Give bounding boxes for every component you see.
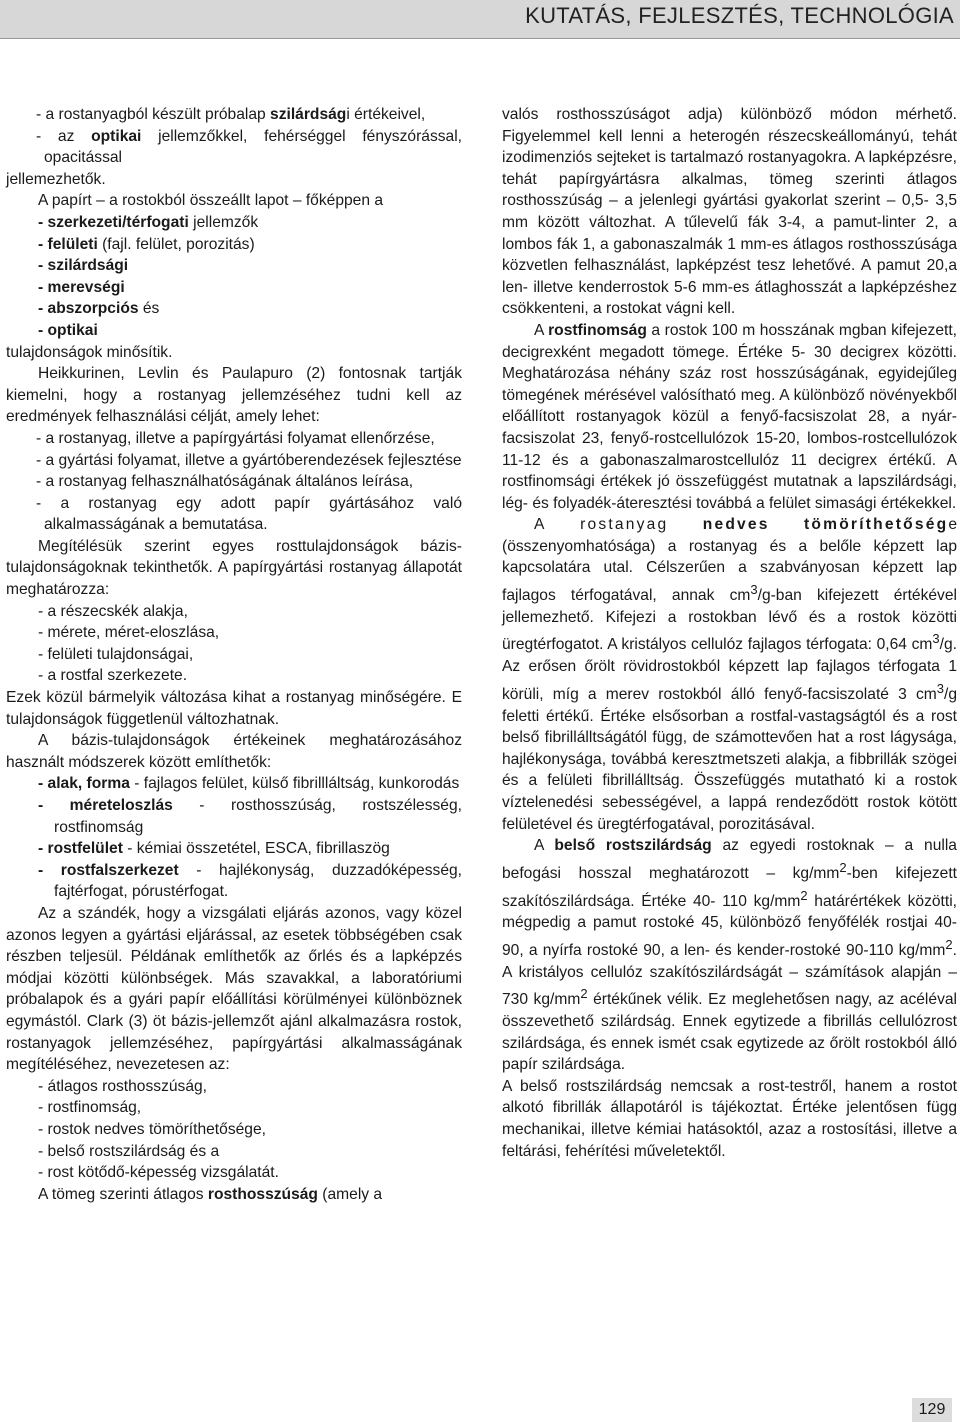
list-item: - szerkezeti/térfogati jellemzők — [38, 213, 259, 231]
left-column — [6, 104, 462, 1205]
list-item: - optikai — [38, 321, 98, 339]
list-item: - belső rostszilárdság és a — [38, 1142, 220, 1160]
list-item: - alak, forma - fajlagos felület, külső fibrillláltság, kunkorodás — [38, 775, 460, 793]
list-item: - a rostfal szerkezete. — [38, 667, 188, 685]
list-item: - a rostanyag felhasználhatóságának általános leírása, — [36, 473, 414, 491]
list-item: - rostok nedves tömöríthetősége, — [38, 1120, 266, 1138]
list-item: - az optikai jellemzőkkel, fehérséggel fényszórással, opacitással — [36, 127, 463, 167]
paragraph: A bázis-tulajdonságok értékeinek meghatározásához használt módszerek között említhetők: — [6, 732, 462, 771]
list-item: - rostfelület - kémiai összetétel, ESCA, fibrillaszög — [38, 840, 390, 858]
paragraph: A belső rostszilárdság az egyedi rostoknak – a nulla befogási hosszal meghatározott – $kg/mm^2$-ben kifejezett szakítószilárdsága. Értéke 40- 110 $kg/mm^2$ határértékek közötti, mégpedig a pamut rostoké 45, különböző fenyőfélék rostjai 40-90, a nyírfa rostoké 90, a len- és kender-rostoké 90-110 $kg/mm^2$. A kristályos cellulóz szakítószilárdságát – számítások alapján – 730 $kg/mm^2$ értékűnek vélik. Ez meglehetősen nagy, az acéléval összevethető szilárdság. Ennek egytizede a fibrillás cellulózrost szilárdsága, és ennek ismét csak egytizede az őrölt rostokból álló papír szilárdsága. — [502, 837, 958, 1074]
paragraph: tulajdonságok minősítik. — [6, 343, 173, 361]
page-number: 129 — [912, 1398, 952, 1422]
section-title: KUTATÁS, FEJLESZTÉS, TECHNOLÓGIA — [525, 3, 954, 28]
paragraph: Az a szándék, hogy a vizsgálati eljárás azonos, vagy közel azonos legyen a gyártási eljárással, az esetek többségében csak részben teljesül. Példának említhetők az őrlés és a lapképzés módjai közötti különbségek. Más szavakkal, a laboratóriumi próbalapok és a gyári papír előállítási körülményei különböznek egymástól. Clark (3) öt bázis-jellemzőt ajánl alkalmazásra rostok, rostanyagok jellemzéséhez, papírgyártási alkalmasságának megítéléséhez, nevezetesen az: — [6, 904, 462, 1074]
paragraph: A tömeg szerinti átlagos rosthosszúság (amely a — [38, 1185, 383, 1203]
list-item: - rostfalszerkezet - hajlékonyság, duzzadóképesség, fajtérfogat, pórustérfogat. — [38, 861, 462, 901]
list-item: - felületi (fajl. felület, porozitás) — [38, 235, 255, 253]
paragraph: A rostfinomság a rostok 100 m hosszának mgban kifejezett, decigrexként megadott tömege. Értéke 5- 30 decigrex közötti. Meghatározása néhány száz rost hosszúságának, egyidejűleg tömegének mérésével valósítható meg. A különböző növényekből előállított rostanyagok közül a fenyő-facsiszolat 28, a nyár-facsiszolat 23, fenyő-rostcellulózok 15-20, lombos-rostcellulózok 11-12 és a gabonaszalmarostcellulóz 11 decigrex értékű. A rostfinomsági értékek jó összefüggést mutatnak a lapszilárdsági, lég- és folyadék-áteresztési továbbá a felület simasági értékekkel. — [502, 321, 957, 512]
list-item: - átlagos rosthosszúság, — [38, 1077, 208, 1095]
list-item: - rost kötődő-képesség vizsgálatát. — [38, 1164, 279, 1182]
list-item: - felületi tulajdonságai, — [38, 645, 194, 663]
paragraph: jellemezhetők. — [6, 170, 106, 188]
list-item: - a rostanyagból készült próbalap szilárdsági értékeivel, — [36, 106, 426, 123]
paragraph: Megítélésük szerint egyes rosttulajdonságok bázis-tulajdonságoknak tekinthetők. A papírgyártási rostanyag állapotát meghatározza: — [6, 537, 462, 599]
page-header — [0, 0, 960, 39]
list-item: - szilárdsági — [38, 257, 129, 275]
paragraph: A belső rostszilárdság nemcsak a rost-testről, hanem a rostot alkotó fibrillák állapotáról is tájékoztat. Értéke jelentősen függ mechanikai, illetve kémiai hatásoktól, azaz a rostosítási, illetve a feltárási, fehérítési műveletektől. — [502, 1077, 957, 1160]
list-item: - a rostanyag, illetve a papírgyártási folyamat ellenőrzése, — [36, 429, 435, 447]
list-item: - mérete, méret-eloszlása, — [38, 624, 220, 642]
paragraph: Ezek közül bármelyik változása kihat a rostanyag minőségére. E tulajdonságok függetlenül változhatnak. — [6, 689, 462, 728]
list-item: - méreteloszlás - rosthosszúság, rostszélesség, rostfinomság — [38, 797, 462, 836]
paragraph: A papírt – a rostokból összeállt lapot – főképpen a — [38, 192, 384, 210]
paragraph: Heikkurinen, Levlin és Paulapuro (2) fontosnak tartják kiemelni, hogy a rostanyag jellemzéséhez tudni kell az eredmények felhasználási célját, amely lehet: — [6, 365, 462, 426]
right-column — [502, 104, 957, 1162]
list-item: - rostfinomság, — [38, 1099, 142, 1117]
list-item: - a rostanyag egy adott papír gyártásához való alkalmasságának a bemutatása. — [36, 494, 462, 534]
list-item: - a gyártási folyamat, illetve a gyártóberendezések fejlesztése — [36, 451, 462, 469]
paragraph: valós rosthosszúságot adja) különböző módon mérhető. Figyelemmel kell lenni a heterogén részecskeállományú, tehát izodimenziós sejteket is tartalmazó rostanyagokra. A lapképzésre, tehát papírgyártásra alkalmas, tömeg szerinti átlagos rosthosszúság – a jelenlegi gyártási gyakorlat szerint – 0,5- 3,5 mm között változhat. A tűlevelű fák 3-4, a pamut-linter 2, a lombos fák 1, a gabonaszalmák 1 mm-es átlagos rosthosszúsága közvetlen felhasználást, lapképzést tesz lehetővé. A pamut 20,a len- illetve kenderrostok 5-6 mm-es átlaghosszát a lapképzéshez csökkenteni, a rostokat vágni kell. — [502, 106, 957, 318]
paragraph: A rostanyag nedves tömöríthetősége (összenyomhatósága) a rostanyag és a belőle képzett lap kapcsolatára utal. Célszerűen a szabványosan képzett lap fajlagos térfogatával, annak $cm^3/g$-ban kifejezett értékével jellemezhető. Kifejezi a rostokban lévő és a rostok közötti üregtérfogatot. A kristályos cellulóz fajlagos térfogata: 0,64 $cm^3/g$. Az erősen őrölt rövidrostokból képzett lap fajlagos térfogata 1 körüli, míg a merev rostokból álló fenyő-facsiszolaté 3 $cm^3/g$ feletti értékű. Értéke elsősorban a rostfal-vastagságtól és a rost belső fibrillálltságától függ, de számottevően hat a rost lágysága, hajlékonysága, továbbá keresztmetszeti alakja, a fibbrillák szögei és a felületi fibrillálltság. Összefüggés mutatható ki a rostok víztelenedési sebességével, a lappá rendeződött rostok kötött felületével és üregtérfogatával, porozitásával. — [502, 516, 958, 833]
list-item: - merevségi — [38, 278, 125, 296]
list-item: - a részecskék alakja, — [38, 602, 188, 620]
list-item: - abszorpciós és — [38, 300, 160, 318]
